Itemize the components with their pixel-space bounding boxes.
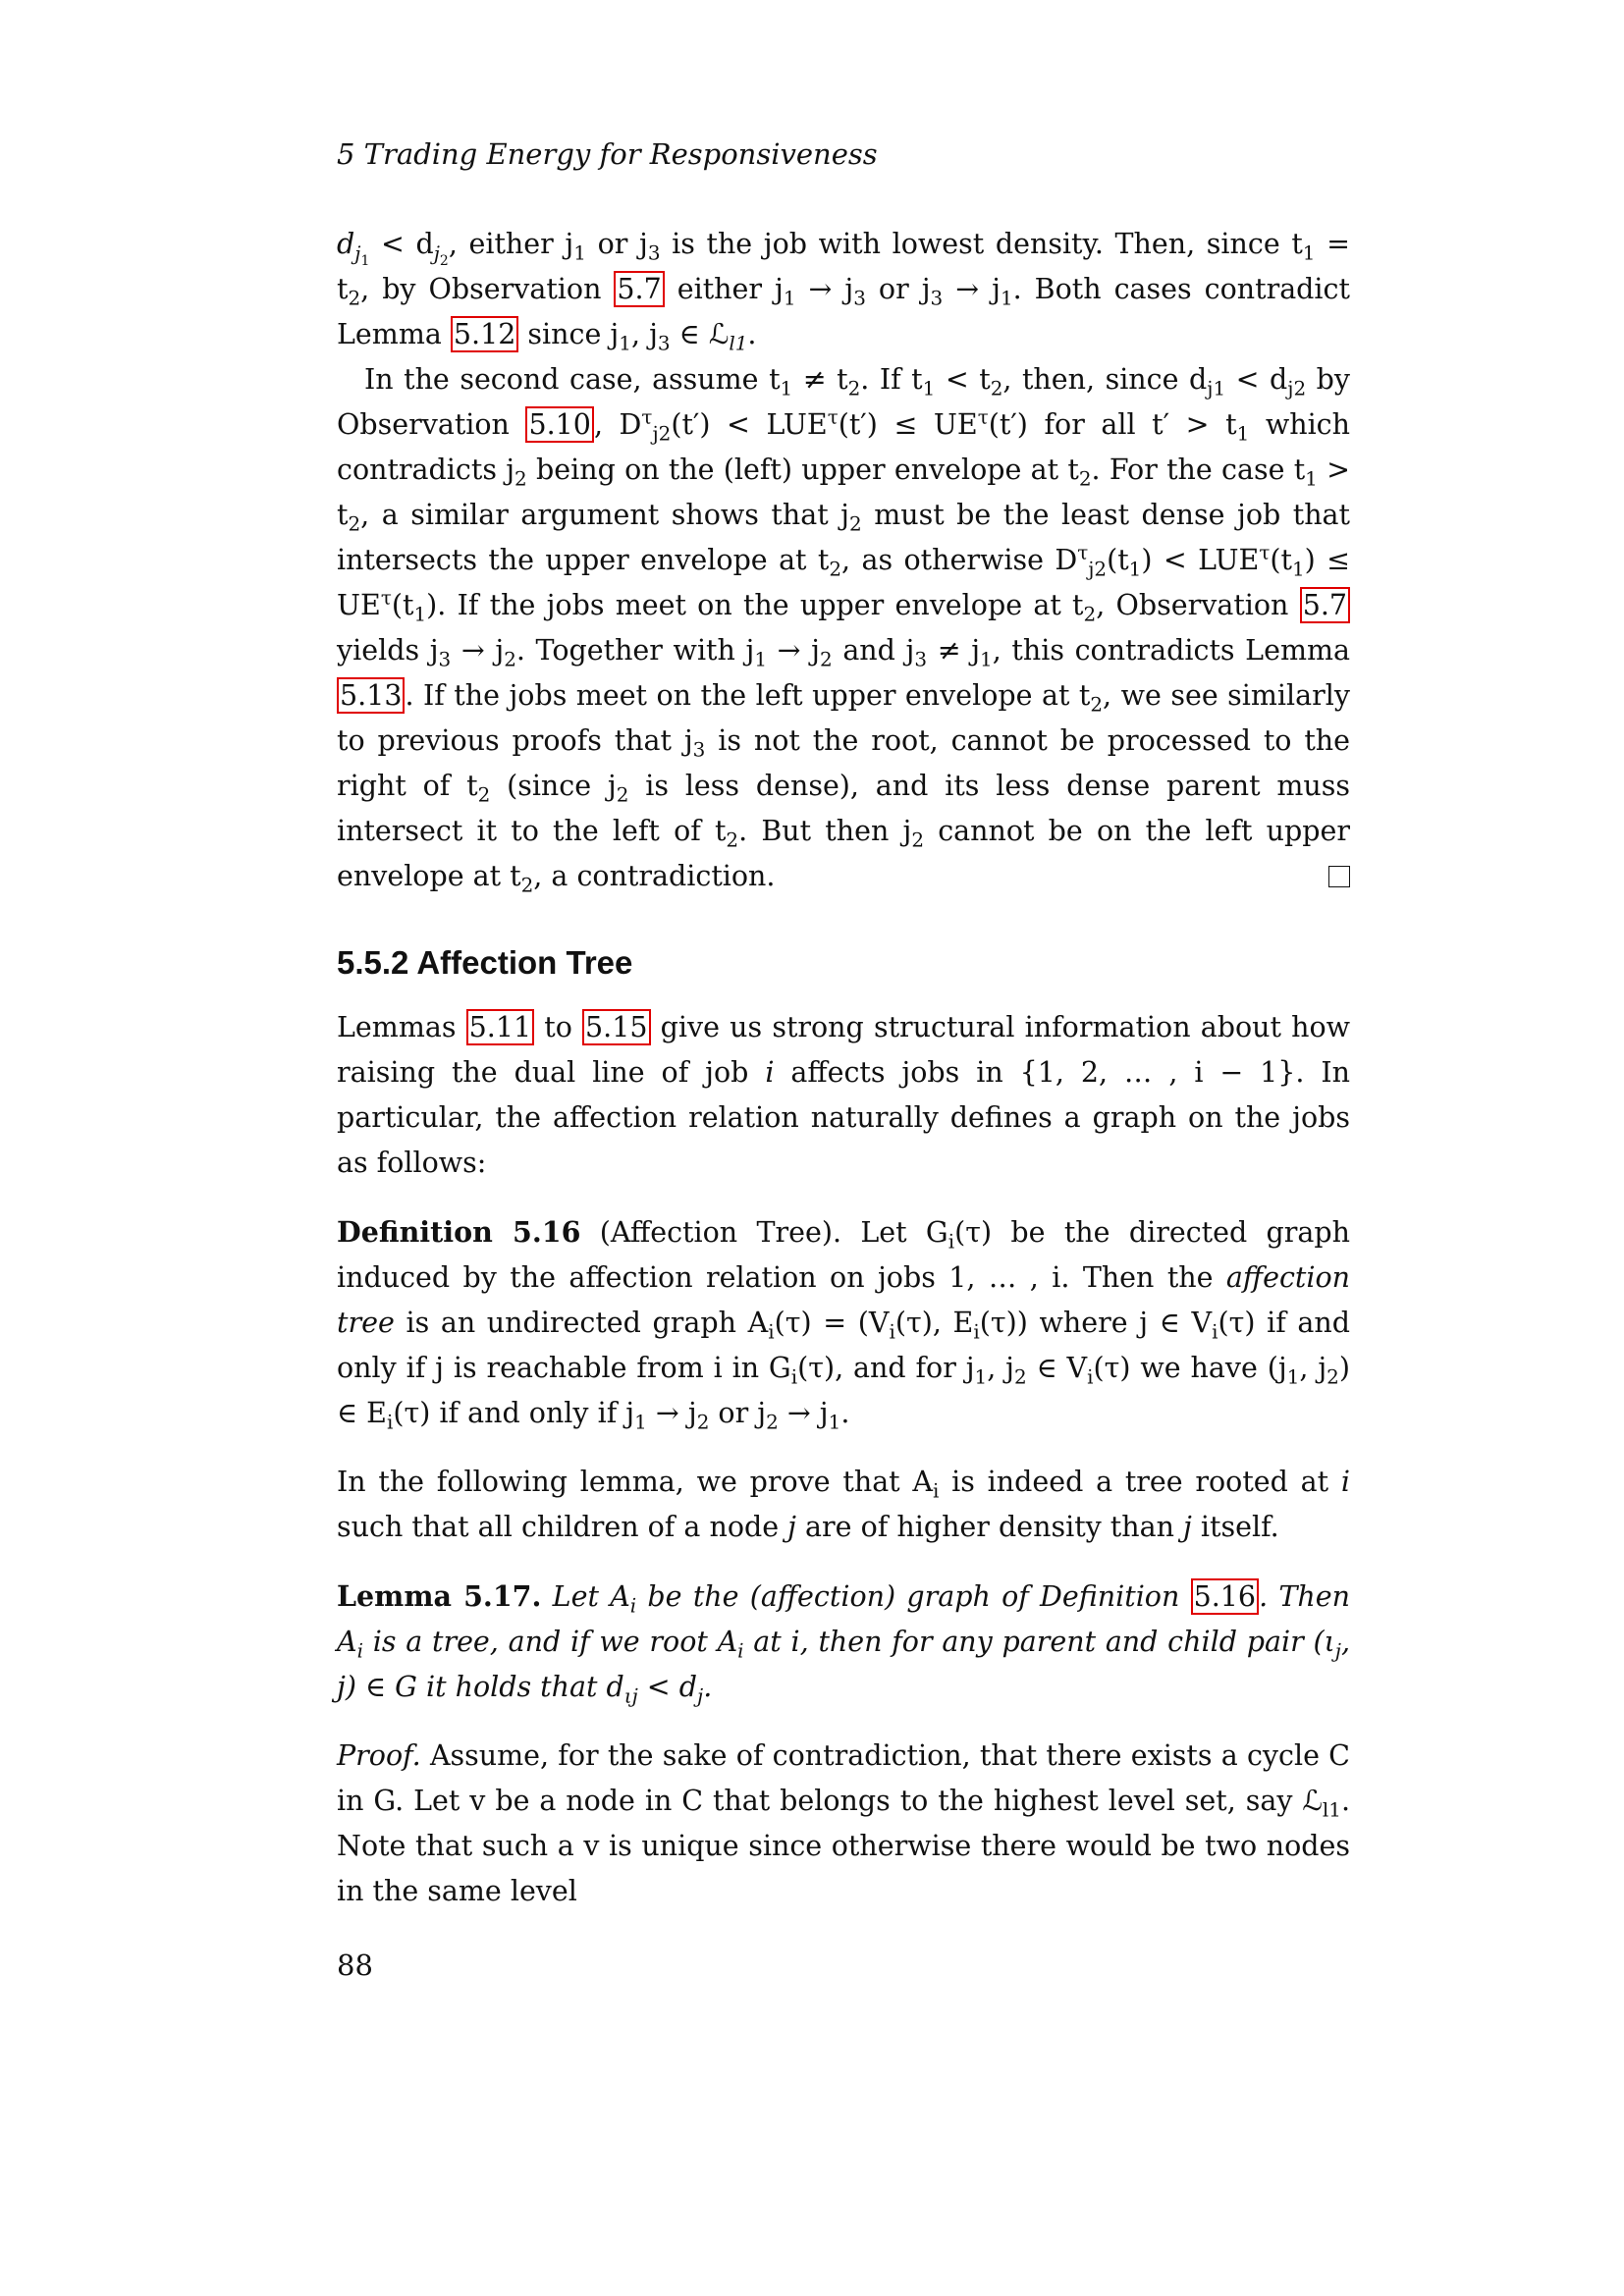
paragraph-second-case: In the second case, assume $t_1 \ne t_2$. If $t_1 < t_2$, then, since $d_{j1} < d_{j2}$ by Observation 5.10 , $D^\tau_{j2}(t') < LUE^\tau(t') \le UE^\tau(t')$ for all $t' > t_1$ which contradicts $j_2$ being on the (left) upper envelope at $t_2$. For the case $t_1 > t_2$, a similar argument shows that $j_2$ must be the least dense job that intersects the upper envelope at $t_2$, as otherwise $D^\tau_{j2}(t_1) < LUE^\tau(t_1) \le UE^\tau(t_1)$. If the jobs meet on the upper envelope at $t_2$, Observation 5.7 yields $j_3 \to j_2$. Together with $j_1 \to j_2$ and $j_3 \ne j_1$, this contradicts Lemma 5.13 . If the jobs meet on the left upper envelope at $t_2$, we see similarly to previous proofs that $j_3$ is not the root, cannot be processed to the right of $t_2$ (since $j_2$ is less dense), and its less dense parent muss intersect it to the left of $t_2$. But then $j_2$ cannot be on the left upper envelope at $t_2$, a contradiction. xyxy=(337,363,1351,897)
proof-label: Proof. xyxy=(337,1739,421,1772)
running-head: 5 Trading Energy for Responsiveness xyxy=(337,137,878,171)
reference-link[interactable]: 5.13 xyxy=(337,677,405,714)
lemma-block: Lemma 5.17. Let $A_i$ be the (affection) graph of Definition 5.16 . Then $A_i$ is a tree, and if we root $A_i$ at i, then for any parent and child pair ($\iota_j$, j) ∈ G it holds that $d_{\iota j} < d_j$. xyxy=(337,1579,1350,1708)
definition-block: Definition 5.16 (Affection Tree). Let $G_i(\tau)$ be the directed graph induced by the affection relation on jobs 1, … , i. Then the affection tree is an undirected graph $A_i(\tau) = (V_i(\tau)$, $E_i(\tau)$) where j ∈ $V_i(\tau)$ if and only if j is reachable from i in $G_i(\tau)$, and for $j_1$, $j_2$ ∈ $V_i(\tau)$ we have ($j_1$, $j_2$) ∈ $E_i(\tau)$ if and only if $j_1 \to j_2$ or $j_2 \to j_1$. xyxy=(337,1215,1350,1434)
reference-link[interactable]: 5.16 xyxy=(1191,1578,1259,1615)
paragraph-lemma-intro: In the following lemma, we prove that $A_i$ is indeed a tree rooted at i such that all children of a node j are of higher density than j itself. xyxy=(337,1466,1350,1543)
qed-square-icon xyxy=(1328,866,1350,887)
page-body xyxy=(337,137,1350,1914)
definition-label: Definition 5.16 xyxy=(337,1215,581,1249)
defined-term: affection tree xyxy=(337,1261,1350,1339)
paragraph-proof-continuation: $d_{j_1} < d_{j_2}$, either $j_1$ or $j_3$ is the job with lowest density. Then, since $t_1 = t_2$, by Observation 5.7 either $j_1 \to j_3$ or $j_3 \to j_1$. Both cases contradict Lemma 5.12 since $j_1$, $j_3$ ∈ ℒ$_{l1}$. xyxy=(337,228,1350,355)
lemma-label: Lemma 5.17. xyxy=(337,1579,542,1613)
reference-link[interactable]: 5.7 xyxy=(614,271,664,307)
paragraph-intro: Lemmas 5.11 to 5.15 give us strong structural information about how raising the dual line of job i affects jobs in {1, 2, … , i − 1}. In particular, the affection relation naturally defines a graph on the jobs as follows: xyxy=(337,1011,1350,1179)
reference-link[interactable]: 5.10 xyxy=(525,406,593,443)
page-number: 88 xyxy=(337,1949,373,1982)
proof-block: Proof. Assume, for the sake of contradiction, that there exists a cycle C in G. Let v be a node in C that belongs to the highest level set, say ℒ$_{l1}$. Note that such a v is unique since otherwise there would be two nodes in the same level xyxy=(337,1739,1350,1907)
reference-link[interactable]: 5.7 xyxy=(1300,587,1350,623)
reference-link[interactable]: 5.12 xyxy=(451,316,518,352)
section-heading: 5.5.2 Affection Tree xyxy=(337,944,633,981)
reference-link[interactable]: 5.15 xyxy=(582,1009,650,1045)
reference-link[interactable]: 5.11 xyxy=(466,1009,534,1045)
